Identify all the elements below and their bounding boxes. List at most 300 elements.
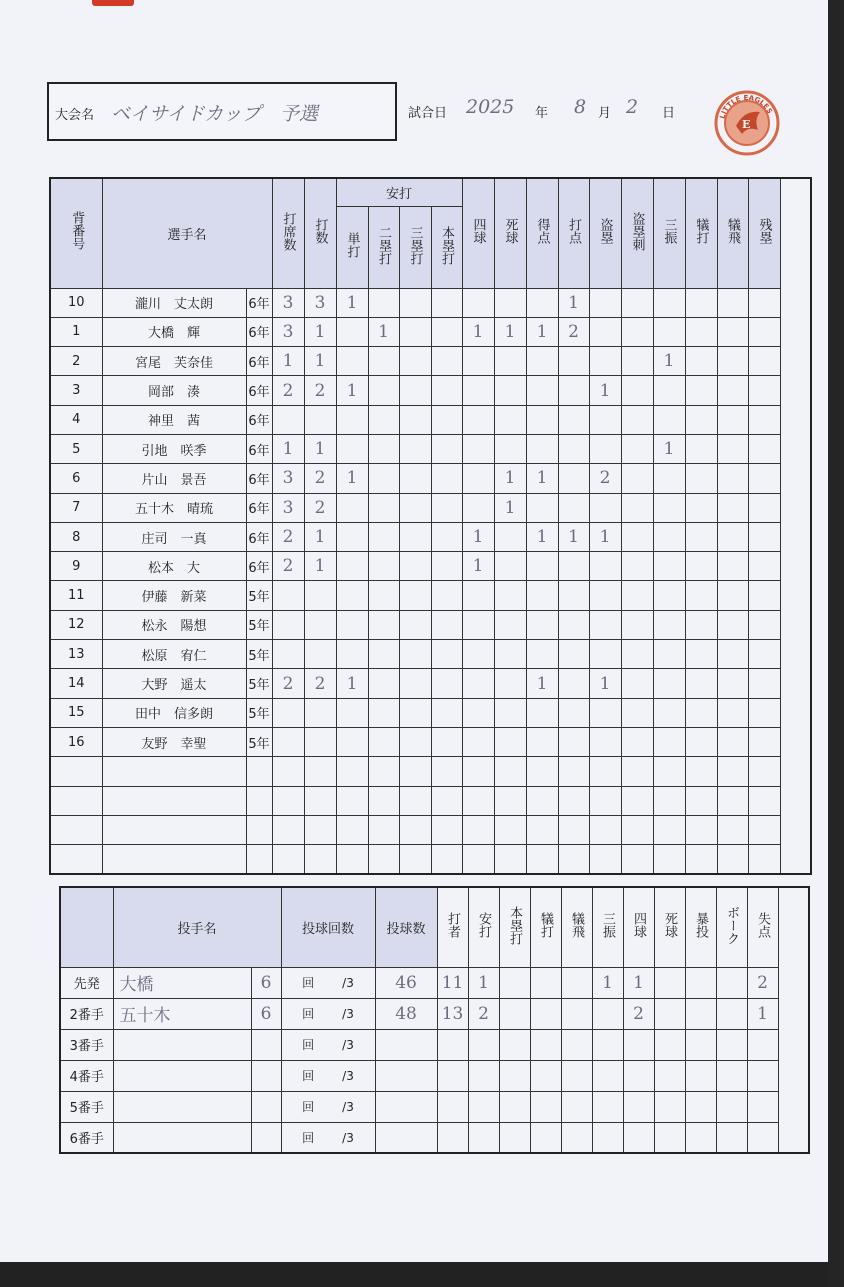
stat-cell-sb: 2 — [589, 464, 621, 493]
player-grade — [246, 845, 272, 874]
inning-label: 回 — [302, 1130, 315, 1145]
player-number: 15 — [50, 698, 102, 727]
pitcher-role: 2番手 — [60, 998, 113, 1029]
stat-cell-sb — [589, 815, 621, 844]
stat-cell-hr — [431, 815, 462, 844]
stat-cell-pa: 3 — [272, 464, 304, 493]
stat-cell-bb — [462, 464, 494, 493]
stat-cell-hr — [431, 669, 462, 698]
stat-cell-sh — [685, 640, 717, 669]
pitch-stat-sf — [561, 998, 592, 1029]
stat-cell-k — [653, 552, 685, 581]
pitcher-name: 大橋 — [113, 967, 251, 998]
pitch-stat-wp — [685, 1122, 716, 1153]
stat-cell-s1 — [336, 434, 368, 463]
pitch-stat-hbp — [654, 1029, 685, 1060]
player-grade: 5年 — [246, 640, 272, 669]
player-number: 13 — [50, 640, 102, 669]
player-name: 引地 咲季 — [102, 434, 246, 463]
stat-cell-sb — [589, 786, 621, 815]
batting-table — [49, 177, 812, 875]
table-row — [50, 669, 811, 698]
stat-cell-s2 — [368, 786, 399, 815]
table-row — [60, 1029, 809, 1060]
pitch-header-hr: 本塁打 — [499, 887, 530, 967]
stat-cell-hr — [431, 376, 462, 405]
pitch-stat-r — [747, 1029, 778, 1060]
stat-cell-sb — [589, 845, 621, 874]
pitch-stat-hbp — [654, 1122, 685, 1153]
pitch-stat-bk — [716, 998, 747, 1029]
pitcher-name — [113, 1122, 251, 1153]
stat-cell-lob — [748, 317, 780, 346]
stat-cell-sf — [717, 493, 748, 522]
player-number — [50, 786, 102, 815]
stat-cell-bb — [462, 288, 494, 317]
stat-cell-ab — [304, 640, 336, 669]
stat-cell-r: 1 — [526, 522, 558, 551]
stat-cell-rbi — [558, 727, 589, 756]
stat-cell-ab: 2 — [304, 669, 336, 698]
stat-cell-sf — [717, 757, 748, 786]
stat-cell-cs — [621, 610, 653, 639]
table-row — [50, 552, 811, 581]
stat-cell-pa — [272, 581, 304, 610]
pitch-count — [375, 1060, 437, 1091]
header-rbi: 打点 — [558, 178, 589, 288]
stat-cell-k — [653, 757, 685, 786]
stat-cell-hbp — [494, 288, 526, 317]
pitch-count — [375, 1029, 437, 1060]
player-number: 7 — [50, 493, 102, 522]
stat-cell-lob — [748, 640, 780, 669]
stat-cell-hbp — [494, 434, 526, 463]
player-name: 松本 大 — [102, 552, 246, 581]
header-lob: 残塁 — [748, 178, 780, 288]
stat-cell-bb — [462, 845, 494, 874]
stat-cell-r — [526, 493, 558, 522]
header-player: 選手名 — [102, 178, 272, 288]
stat-cell-cs — [621, 845, 653, 874]
pitcher-grade — [251, 1122, 281, 1153]
stat-cell-k — [653, 815, 685, 844]
stat-cell-cs — [621, 757, 653, 786]
pitch-count: 46 — [375, 967, 437, 998]
stat-cell-s1 — [336, 640, 368, 669]
stat-cell-sf — [717, 786, 748, 815]
pitch-count — [375, 1091, 437, 1122]
stat-cell-cs — [621, 288, 653, 317]
pitch-stat-wp — [685, 1060, 716, 1091]
stat-cell-cs — [621, 317, 653, 346]
innings-cell — [281, 1029, 375, 1060]
player-number: 12 — [50, 610, 102, 639]
stat-cell-s3 — [399, 669, 431, 698]
pitch-stat-bf — [437, 1091, 468, 1122]
stat-cell-pa: 3 — [272, 317, 304, 346]
stat-cell-sb — [589, 698, 621, 727]
player-grade: 6年 — [246, 464, 272, 493]
header-hits-group: 安打 — [336, 178, 462, 206]
pitch-stat-k — [592, 1091, 623, 1122]
stat-cell-s1 — [336, 845, 368, 874]
stat-cell-cs — [621, 669, 653, 698]
stat-cell-sh — [685, 522, 717, 551]
tournament-box — [47, 82, 397, 141]
stat-cell-s1 — [336, 815, 368, 844]
stat-cell-pa — [272, 786, 304, 815]
stat-cell-sh — [685, 727, 717, 756]
player-grade: 5年 — [246, 581, 272, 610]
header-runs: 得点 — [526, 178, 558, 288]
stat-cell-hbp — [494, 640, 526, 669]
player-number: 9 — [50, 552, 102, 581]
pitcher-grade — [251, 1091, 281, 1122]
table-row — [50, 317, 811, 346]
stat-cell-sb — [589, 727, 621, 756]
stat-cell-s2 — [368, 434, 399, 463]
stat-cell-bb — [462, 610, 494, 639]
stat-cell-hbp — [494, 552, 526, 581]
pitch-stat-bb — [623, 1060, 654, 1091]
stat-cell-k — [653, 581, 685, 610]
player-number: 11 — [50, 581, 102, 610]
pitch-header-wp: 暴投 — [685, 887, 716, 967]
stat-cell-s2 — [368, 376, 399, 405]
player-name: 神里 茜 — [102, 405, 246, 434]
stat-cell-s3 — [399, 815, 431, 844]
stat-cell-hbp — [494, 376, 526, 405]
player-number: 16 — [50, 727, 102, 756]
stat-cell-bb — [462, 376, 494, 405]
player-number: 14 — [50, 669, 102, 698]
pitcher-grade — [251, 1029, 281, 1060]
stat-cell-rbi — [558, 493, 589, 522]
stat-cell-ab: 1 — [304, 317, 336, 346]
table-row — [50, 640, 811, 669]
player-name: 瀧川 丈太朗 — [102, 288, 246, 317]
pitch-stat-wp — [685, 1091, 716, 1122]
stat-cell-cs — [621, 434, 653, 463]
stat-cell-pa — [272, 727, 304, 756]
stat-cell-r — [526, 581, 558, 610]
stat-cell-ab: 3 — [304, 288, 336, 317]
pitch-stat-k — [592, 1029, 623, 1060]
player-name: 宮尾 芙奈佳 — [102, 347, 246, 376]
stat-cell-hr — [431, 552, 462, 581]
stat-cell-s3 — [399, 347, 431, 376]
pitch-stat-h — [468, 1060, 499, 1091]
pitch-stat-wp — [685, 967, 716, 998]
table-row — [50, 757, 811, 786]
pitch-stat-sf — [561, 1060, 592, 1091]
table-row — [60, 1091, 809, 1122]
player-grade: 6年 — [246, 347, 272, 376]
player-name: 田中 信多朗 — [102, 698, 246, 727]
pitch-stat-k — [592, 1122, 623, 1153]
pitch-header-pitcher: 投手名 — [113, 887, 281, 967]
stat-cell-cs — [621, 640, 653, 669]
stat-cell-rbi — [558, 698, 589, 727]
player-number: 3 — [50, 376, 102, 405]
player-number: 10 — [50, 288, 102, 317]
inning-label: 回 — [302, 1069, 315, 1083]
stat-cell-s3 — [399, 376, 431, 405]
stat-cell-sf — [717, 464, 748, 493]
stat-cell-pa — [272, 845, 304, 874]
pitch-stat-sh — [530, 1122, 561, 1153]
stat-cell-sf — [717, 288, 748, 317]
player-name: 伊藤 新菜 — [102, 581, 246, 610]
pitch-stat-h — [468, 1122, 499, 1153]
stat-cell-k — [653, 727, 685, 756]
table-row — [50, 493, 811, 522]
stat-cell-rbi — [558, 669, 589, 698]
player-name: 大橋 輝 — [102, 317, 246, 346]
player-grade — [246, 786, 272, 815]
stat-cell-rbi — [558, 610, 589, 639]
stat-cell-sf — [717, 522, 748, 551]
pitcher-grade: 6 — [251, 998, 281, 1029]
header-k: 三振 — [653, 178, 685, 288]
pitch-count — [375, 1122, 437, 1153]
stat-cell-ab — [304, 581, 336, 610]
pitch-header-batters: 打者 — [437, 887, 468, 967]
stat-cell-cs — [621, 581, 653, 610]
stat-cell-sb — [589, 288, 621, 317]
pitch-count: 48 — [375, 998, 437, 1029]
stat-cell-hbp — [494, 757, 526, 786]
table-row — [50, 727, 811, 756]
stat-cell-bb: 1 — [462, 317, 494, 346]
logo-text: LITTLE EAGLES — [718, 93, 774, 120]
pitch-stat-k: 1 — [592, 967, 623, 998]
eagle-emblem-icon — [714, 90, 780, 156]
table-row — [50, 815, 811, 844]
pitch-stat-hbp — [654, 1060, 685, 1091]
stat-cell-bb — [462, 698, 494, 727]
stat-cell-ab — [304, 727, 336, 756]
pitcher-name: 五十木 — [113, 998, 251, 1029]
stat-cell-rbi: 2 — [558, 317, 589, 346]
stat-cell-sf — [717, 317, 748, 346]
stat-cell-sh — [685, 757, 717, 786]
stat-cell-bb: 1 — [462, 552, 494, 581]
pitch-header-hits: 安打 — [468, 887, 499, 967]
stat-cell-sh — [685, 610, 717, 639]
stat-cell-bb: 1 — [462, 522, 494, 551]
stat-cell-pa — [272, 610, 304, 639]
stat-cell-s1 — [336, 552, 368, 581]
stat-cell-hbp — [494, 845, 526, 874]
pitch-header-sh: 犠打 — [530, 887, 561, 967]
stat-cell-k — [653, 317, 685, 346]
pitcher-role: 5番手 — [60, 1091, 113, 1122]
player-grade: 6年 — [246, 317, 272, 346]
stat-cell-r: 1 — [526, 317, 558, 346]
stat-cell-bb — [462, 640, 494, 669]
stat-cell-hr — [431, 288, 462, 317]
pitcher-name — [113, 1029, 251, 1060]
player-number: 1 — [50, 317, 102, 346]
stat-cell-cs — [621, 405, 653, 434]
stat-cell-sb: 1 — [589, 376, 621, 405]
stat-cell-k — [653, 786, 685, 815]
inning-label: 回 — [302, 1007, 315, 1021]
innings-cell — [281, 998, 375, 1029]
pitch-stat-bf: 13 — [437, 998, 468, 1029]
pitch-stat-hbp — [654, 998, 685, 1029]
stat-cell-rbi: 1 — [558, 522, 589, 551]
table-row — [50, 376, 811, 405]
player-number: 2 — [50, 347, 102, 376]
header-home-run: 本塁打 — [431, 206, 462, 288]
player-number — [50, 815, 102, 844]
table-row — [50, 405, 811, 434]
stat-cell-lob — [748, 757, 780, 786]
stat-cell-k — [653, 405, 685, 434]
stat-cell-sb — [589, 317, 621, 346]
stat-cell-rbi — [558, 640, 589, 669]
pitch-stat-bf — [437, 1029, 468, 1060]
stat-cell-s2 — [368, 522, 399, 551]
stat-cell-r — [526, 757, 558, 786]
header-sb: 盗塁 — [589, 178, 621, 288]
header-triple: 三塁打 — [399, 206, 431, 288]
player-name — [102, 757, 246, 786]
stat-cell-r: 1 — [526, 464, 558, 493]
player-number: 8 — [50, 522, 102, 551]
pitch-header-k: 三振 — [592, 887, 623, 967]
stat-cell-r — [526, 845, 558, 874]
pitch-stat-r — [747, 1060, 778, 1091]
stat-cell-s3 — [399, 727, 431, 756]
pitch-stat-bk — [716, 967, 747, 998]
stat-cell-cs — [621, 464, 653, 493]
stat-cell-sb — [589, 552, 621, 581]
stat-cell-hr — [431, 786, 462, 815]
stat-cell-cs — [621, 522, 653, 551]
stat-cell-pa — [272, 757, 304, 786]
stat-cell-sf — [717, 727, 748, 756]
year-unit: 年 — [535, 106, 549, 121]
pitch-header-bb: 四球 — [623, 887, 654, 967]
pitching-rows — [60, 967, 809, 1153]
pitch-stat-bb: 1 — [623, 967, 654, 998]
stat-cell-k — [653, 845, 685, 874]
stat-cell-hr — [431, 317, 462, 346]
pitch-stat-sh — [530, 1029, 561, 1060]
pitch-stat-sh — [530, 1060, 561, 1091]
stat-cell-rbi — [558, 347, 589, 376]
stat-cell-pa — [272, 698, 304, 727]
stat-cell-s3 — [399, 786, 431, 815]
player-name: 五十木 晴琉 — [102, 493, 246, 522]
stat-cell-pa: 2 — [272, 376, 304, 405]
pitch-stat-k — [592, 998, 623, 1029]
stat-cell-hr — [431, 464, 462, 493]
stat-cell-lob — [748, 522, 780, 551]
stat-cell-s2 — [368, 845, 399, 874]
pitch-stat-wp — [685, 998, 716, 1029]
pitcher-grade — [251, 1060, 281, 1091]
stat-cell-lob — [748, 698, 780, 727]
stat-cell-hbp — [494, 347, 526, 376]
stat-cell-hr — [431, 698, 462, 727]
pitch-stat-bb — [623, 1029, 654, 1060]
stat-cell-lob — [748, 493, 780, 522]
stat-cell-hr — [431, 522, 462, 551]
date-label: 試合日 — [408, 106, 448, 121]
stat-cell-r — [526, 815, 558, 844]
stat-cell-rbi — [558, 815, 589, 844]
stat-cell-sh — [685, 464, 717, 493]
stat-cell-pa: 3 — [272, 493, 304, 522]
stat-cell-s1 — [336, 405, 368, 434]
stat-cell-bb — [462, 669, 494, 698]
stat-cell-s1 — [336, 581, 368, 610]
player-name: 友野 幸聖 — [102, 727, 246, 756]
third-label: /3 — [342, 976, 354, 990]
stat-cell-sb — [589, 640, 621, 669]
stat-cell-sh — [685, 317, 717, 346]
stat-cell-r — [526, 376, 558, 405]
stat-cell-bb — [462, 405, 494, 434]
stat-cell-lob — [748, 464, 780, 493]
stat-cell-r — [526, 552, 558, 581]
stat-cell-ab — [304, 405, 336, 434]
stat-cell-lob — [748, 610, 780, 639]
innings-cell — [281, 967, 375, 998]
player-grade: 6年 — [246, 288, 272, 317]
pitch-header-runs: 失点 — [747, 887, 778, 967]
stat-cell-hr — [431, 581, 462, 610]
stat-cell-r — [526, 405, 558, 434]
stat-cell-hbp — [494, 698, 526, 727]
pitch-header-sf: 犠飛 — [561, 887, 592, 967]
stat-cell-sb — [589, 434, 621, 463]
third-label: /3 — [342, 1100, 354, 1114]
pitch-stat-bb — [623, 1091, 654, 1122]
player-grade: 5年 — [246, 727, 272, 756]
stat-cell-ab: 1 — [304, 434, 336, 463]
stat-cell-pa: 3 — [272, 288, 304, 317]
stat-cell-lob — [748, 845, 780, 874]
stat-cell-pa — [272, 815, 304, 844]
stat-cell-s3 — [399, 610, 431, 639]
stat-cell-bb — [462, 757, 494, 786]
stat-cell-rbi — [558, 464, 589, 493]
stat-cell-k — [653, 640, 685, 669]
stat-cell-sf — [717, 376, 748, 405]
stat-cell-sh — [685, 669, 717, 698]
innings-cell — [281, 1091, 375, 1122]
header-number: 背番号 — [50, 178, 102, 288]
tournament-label: 大会名 — [55, 108, 95, 123]
stat-cell-k — [653, 669, 685, 698]
stat-cell-lob — [748, 288, 780, 317]
stat-cell-s3 — [399, 757, 431, 786]
stat-cell-ab — [304, 610, 336, 639]
stat-cell-bb — [462, 434, 494, 463]
stat-cell-r — [526, 434, 558, 463]
pitch-stat-sf — [561, 967, 592, 998]
stat-cell-rbi — [558, 757, 589, 786]
pitch-stat-r: 2 — [747, 967, 778, 998]
pitch-stat-bf — [437, 1060, 468, 1091]
pitch-stat-sf — [561, 1091, 592, 1122]
stat-cell-s2 — [368, 347, 399, 376]
